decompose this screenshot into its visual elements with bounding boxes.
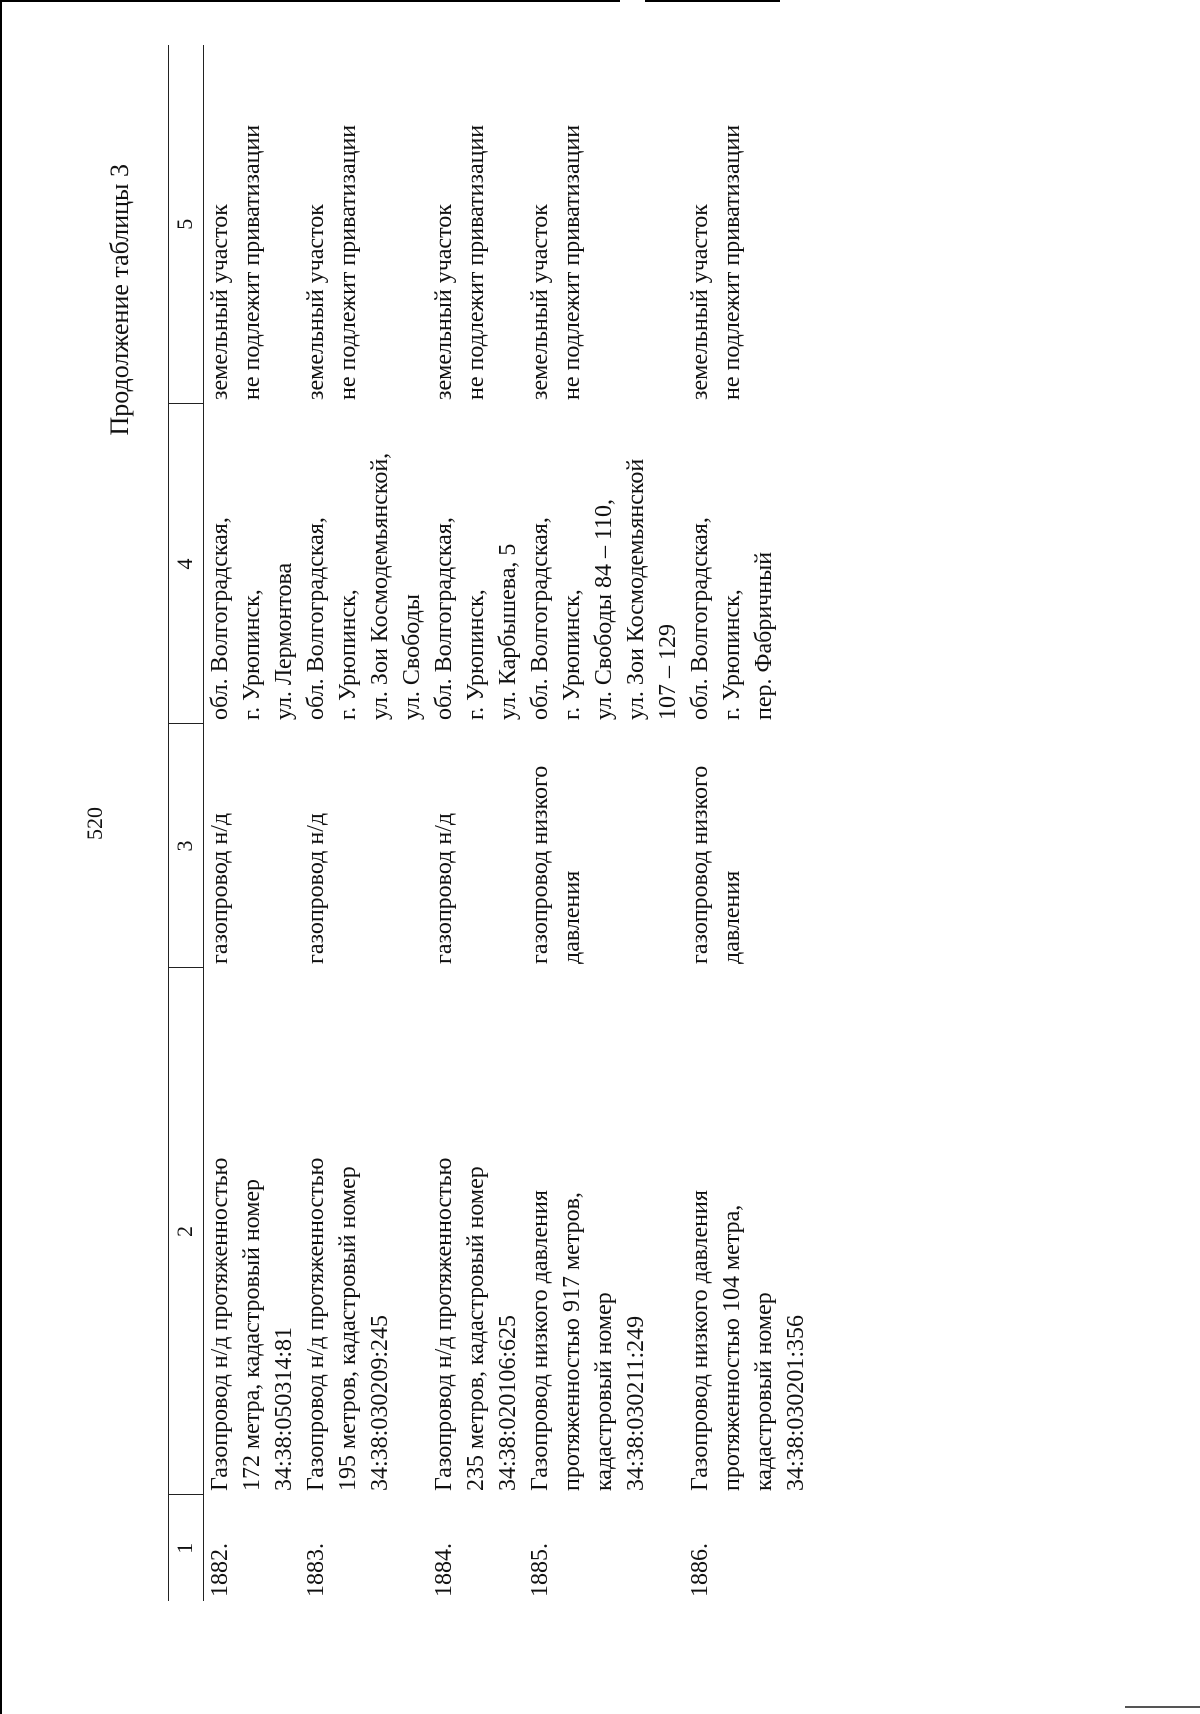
row-number: 1886.	[687, 1543, 713, 1597]
page-number: 520	[82, 807, 107, 840]
header-col-1: 1	[169, 1495, 204, 1601]
continuation-title	[105, 64, 135, 1714]
row-type: газопровод низкого давления	[687, 765, 745, 964]
row-address: обл. Волгоградская, г. Урюпинск, ул. Лермонтова	[207, 517, 297, 720]
row-address: обл. Волгоградская, г. Урюпинск, ул. Свободы 84 – 110, ул. Зои Космодемьянской 107 – 129	[527, 458, 681, 720]
row-description: Газопровод низкого давления протяженностью 104 метра, кадастровый номер 34:38:030201:356	[687, 1190, 809, 1491]
table-row	[684, 45, 812, 1601]
table-row	[204, 45, 301, 1601]
row-number: 1882.	[207, 1543, 233, 1597]
row-note: земельный участок не подлежит приватизации	[431, 124, 489, 400]
row-description: Газопровод н/д протяженностью 172 метра, кадастровый номер 34:38:050314:81	[207, 1157, 297, 1491]
table-row	[428, 45, 524, 1601]
row-type: газопровод н/д	[303, 812, 329, 964]
header-col-2: 2	[169, 968, 204, 1495]
header-col-4: 4	[169, 404, 204, 724]
header-col-5: 5	[169, 45, 204, 404]
row-type: газопровод н/д	[207, 812, 233, 964]
continuation-title-text: Продолжение таблицы 3	[105, 164, 134, 436]
row-number: 1883.	[303, 1543, 329, 1597]
row-number: 1885.	[527, 1543, 553, 1597]
row-type: газопровод н/д	[431, 812, 457, 964]
table-row	[524, 45, 684, 1601]
row-description: Газопровод н/д протяженностью 195 метров, кадастровый номер 34:38:030209:245	[303, 1157, 393, 1491]
row-note: земельный участок не подлежит приватизации	[527, 124, 585, 400]
row-number: 1884.	[431, 1543, 457, 1597]
row-note: земельный участок не подлежит приватизации	[303, 124, 361, 400]
row-address: обл. Волгоградская, г. Урюпинск, пер. Фабричный	[687, 517, 777, 720]
row-description: Газопровод н/д протяженностью 235 метров, кадастровый номер 34:38:020106:625	[431, 1157, 521, 1491]
row-description: Газопровод низкого давления протяженностью 917 метров, кадастровый номер 34:38:030211:249	[527, 1190, 649, 1491]
header-col-3: 3	[169, 724, 204, 968]
table-row	[300, 45, 428, 1601]
property-table	[168, 45, 812, 1601]
table-header-row	[169, 45, 204, 1601]
row-note: земельный участок не подлежит приватизации	[687, 124, 745, 400]
row-address: обл. Волгоградская, г. Урюпинск, ул. Карбышева, 5	[431, 517, 521, 720]
row-note: земельный участок не подлежит приватизации	[207, 124, 265, 400]
row-type: газопровод низкого давления	[527, 765, 585, 964]
row-address: обл. Волгоградская, г. Урюпинск, ул. Зои Космодемьянской, ул. Свободы	[303, 452, 425, 720]
